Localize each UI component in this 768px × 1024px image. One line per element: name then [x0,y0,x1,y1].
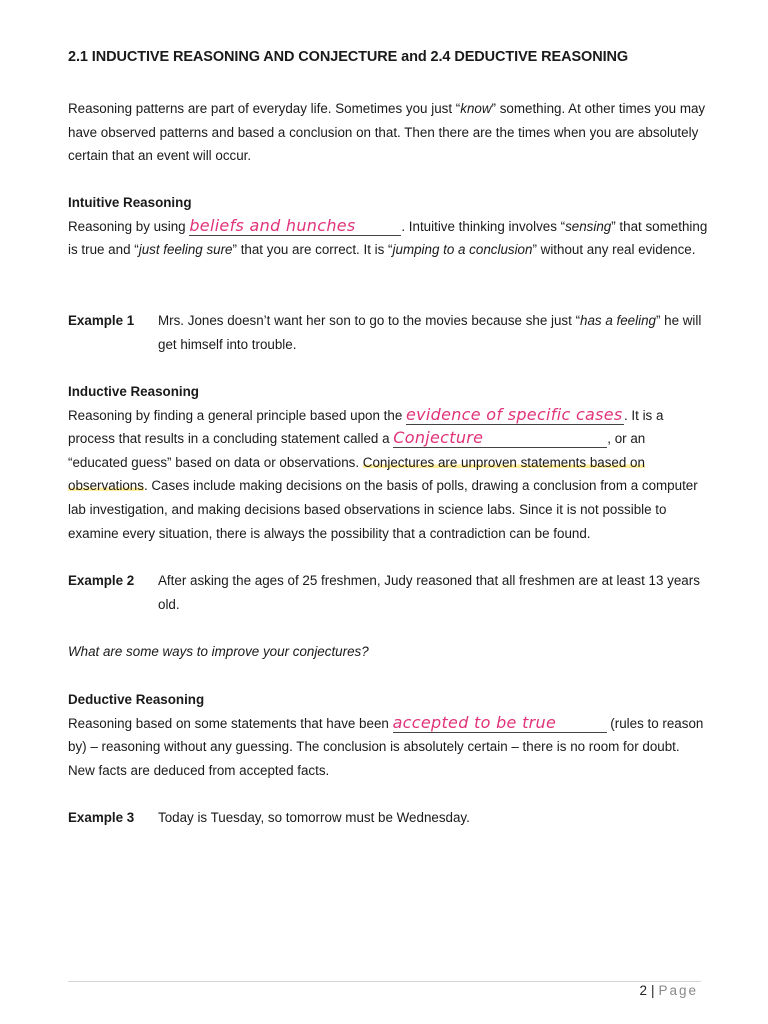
intuitive-paragraph [68,215,708,262]
intro-emphasis: know [460,101,492,116]
inductive-blank-conjecture: Conjecture [393,429,607,448]
question-text [68,640,708,664]
intuitive-emphasis-sensing: sensing [565,218,612,234]
inductive-text-4: . Cases include making decisions on the basis of polls, drawing a conclusion from a computer lab investigation, and making decisions based observations in science labs. Since it is not possible to examine every situation, there is always the possibility that a contradiction can be found. [68,478,698,541]
example-1-text [158,309,708,356]
deductive-paragraph [68,712,708,783]
intuitive-text-2: . Intuitive thinking involves “ [401,218,566,234]
inductive-text-3: , or an “educated guess” based on data or observations. [68,431,646,470]
intuitive-section [68,191,708,262]
deductive-blank: accepted to be true [393,714,607,733]
inductive-heading: Inductive Reasoning [68,384,199,399]
example-1 [68,309,708,357]
inductive-text-2: . It is a process that results in a concluding statement called a [68,407,664,447]
intuitive-blank: beliefs and hunches [189,217,401,236]
example-2-label: Example 2 [68,573,135,588]
deductive-heading: Deductive Reasoning [68,692,205,707]
example-3-label: Example 3 [68,810,135,825]
inductive-highlight: Conjectures are unproven statements based on observations [68,454,645,494]
deductive-text: Reasoning based on some statements that have been [68,715,393,731]
intro-text-cont: ” something. At other times you may have observed patterns and based a conclusion on that. Then there are the times when you are absolutely certain that an event will occur. [68,101,706,164]
page-number: 2 [639,983,647,998]
page-footer [639,983,698,998]
intuitive-text: Reasoning by using [68,218,190,234]
example-3-text: Today is Tuesday, so tomorrow must be Wednesday. [158,810,470,825]
example-3 [68,806,708,830]
intuitive-text-3: ” that something is true and “ [68,218,708,258]
intuitive-text-5: ” without any real evidence. [532,242,696,258]
intuitive-text-4: ” that you are correct. It is “ [232,242,393,258]
page-title: 2.1 INDUCTIVE REASONING AND CONJECTURE and 2.4 DEDUCTIVE REASONING [68,49,629,65]
intuitive-emphasis-sure: just feeling sure [138,242,233,258]
intro-text: Reasoning patterns are part of everyday life. Sometimes you just “ [68,101,461,116]
intuitive-heading: Intuitive Reasoning [68,195,192,210]
example-2-text: After asking the ages of 25 freshmen, Judy reasoned that all freshmen are at least 13 years old. [158,573,700,612]
page-label: Page [658,983,698,998]
inductive-blank-evidence: evidence of specific cases [405,404,623,424]
deductive-section [68,688,708,782]
inductive-section [68,380,708,545]
intro-paragraph [68,97,708,168]
deductive-text-2: (rules to reason by) – reasoning without any guessing. The conclusion is absolutely certain – there is no room for doubt. New facts are deduced from accepted facts. [68,715,704,778]
footer-separator: | [650,983,655,998]
example-1-text-b: ” he will get himself into trouble. [158,313,702,352]
example-1-emphasis: has a feeling [580,313,656,328]
footer-divider [68,981,701,982]
example-2 [68,569,708,617]
example-1-text-a: Mrs. Jones doesn’t want her son to go to the movies because she just “ [158,313,581,328]
intuitive-emphasis-jumping: jumping to a conclusion [392,242,533,258]
inductive-paragraph [68,404,708,546]
question-emphasis: What are some ways to improve your conjectures? [68,644,369,659]
inductive-text: Reasoning by finding a general principle based upon the [68,407,406,423]
example-1-label: Example 1 [68,313,135,328]
